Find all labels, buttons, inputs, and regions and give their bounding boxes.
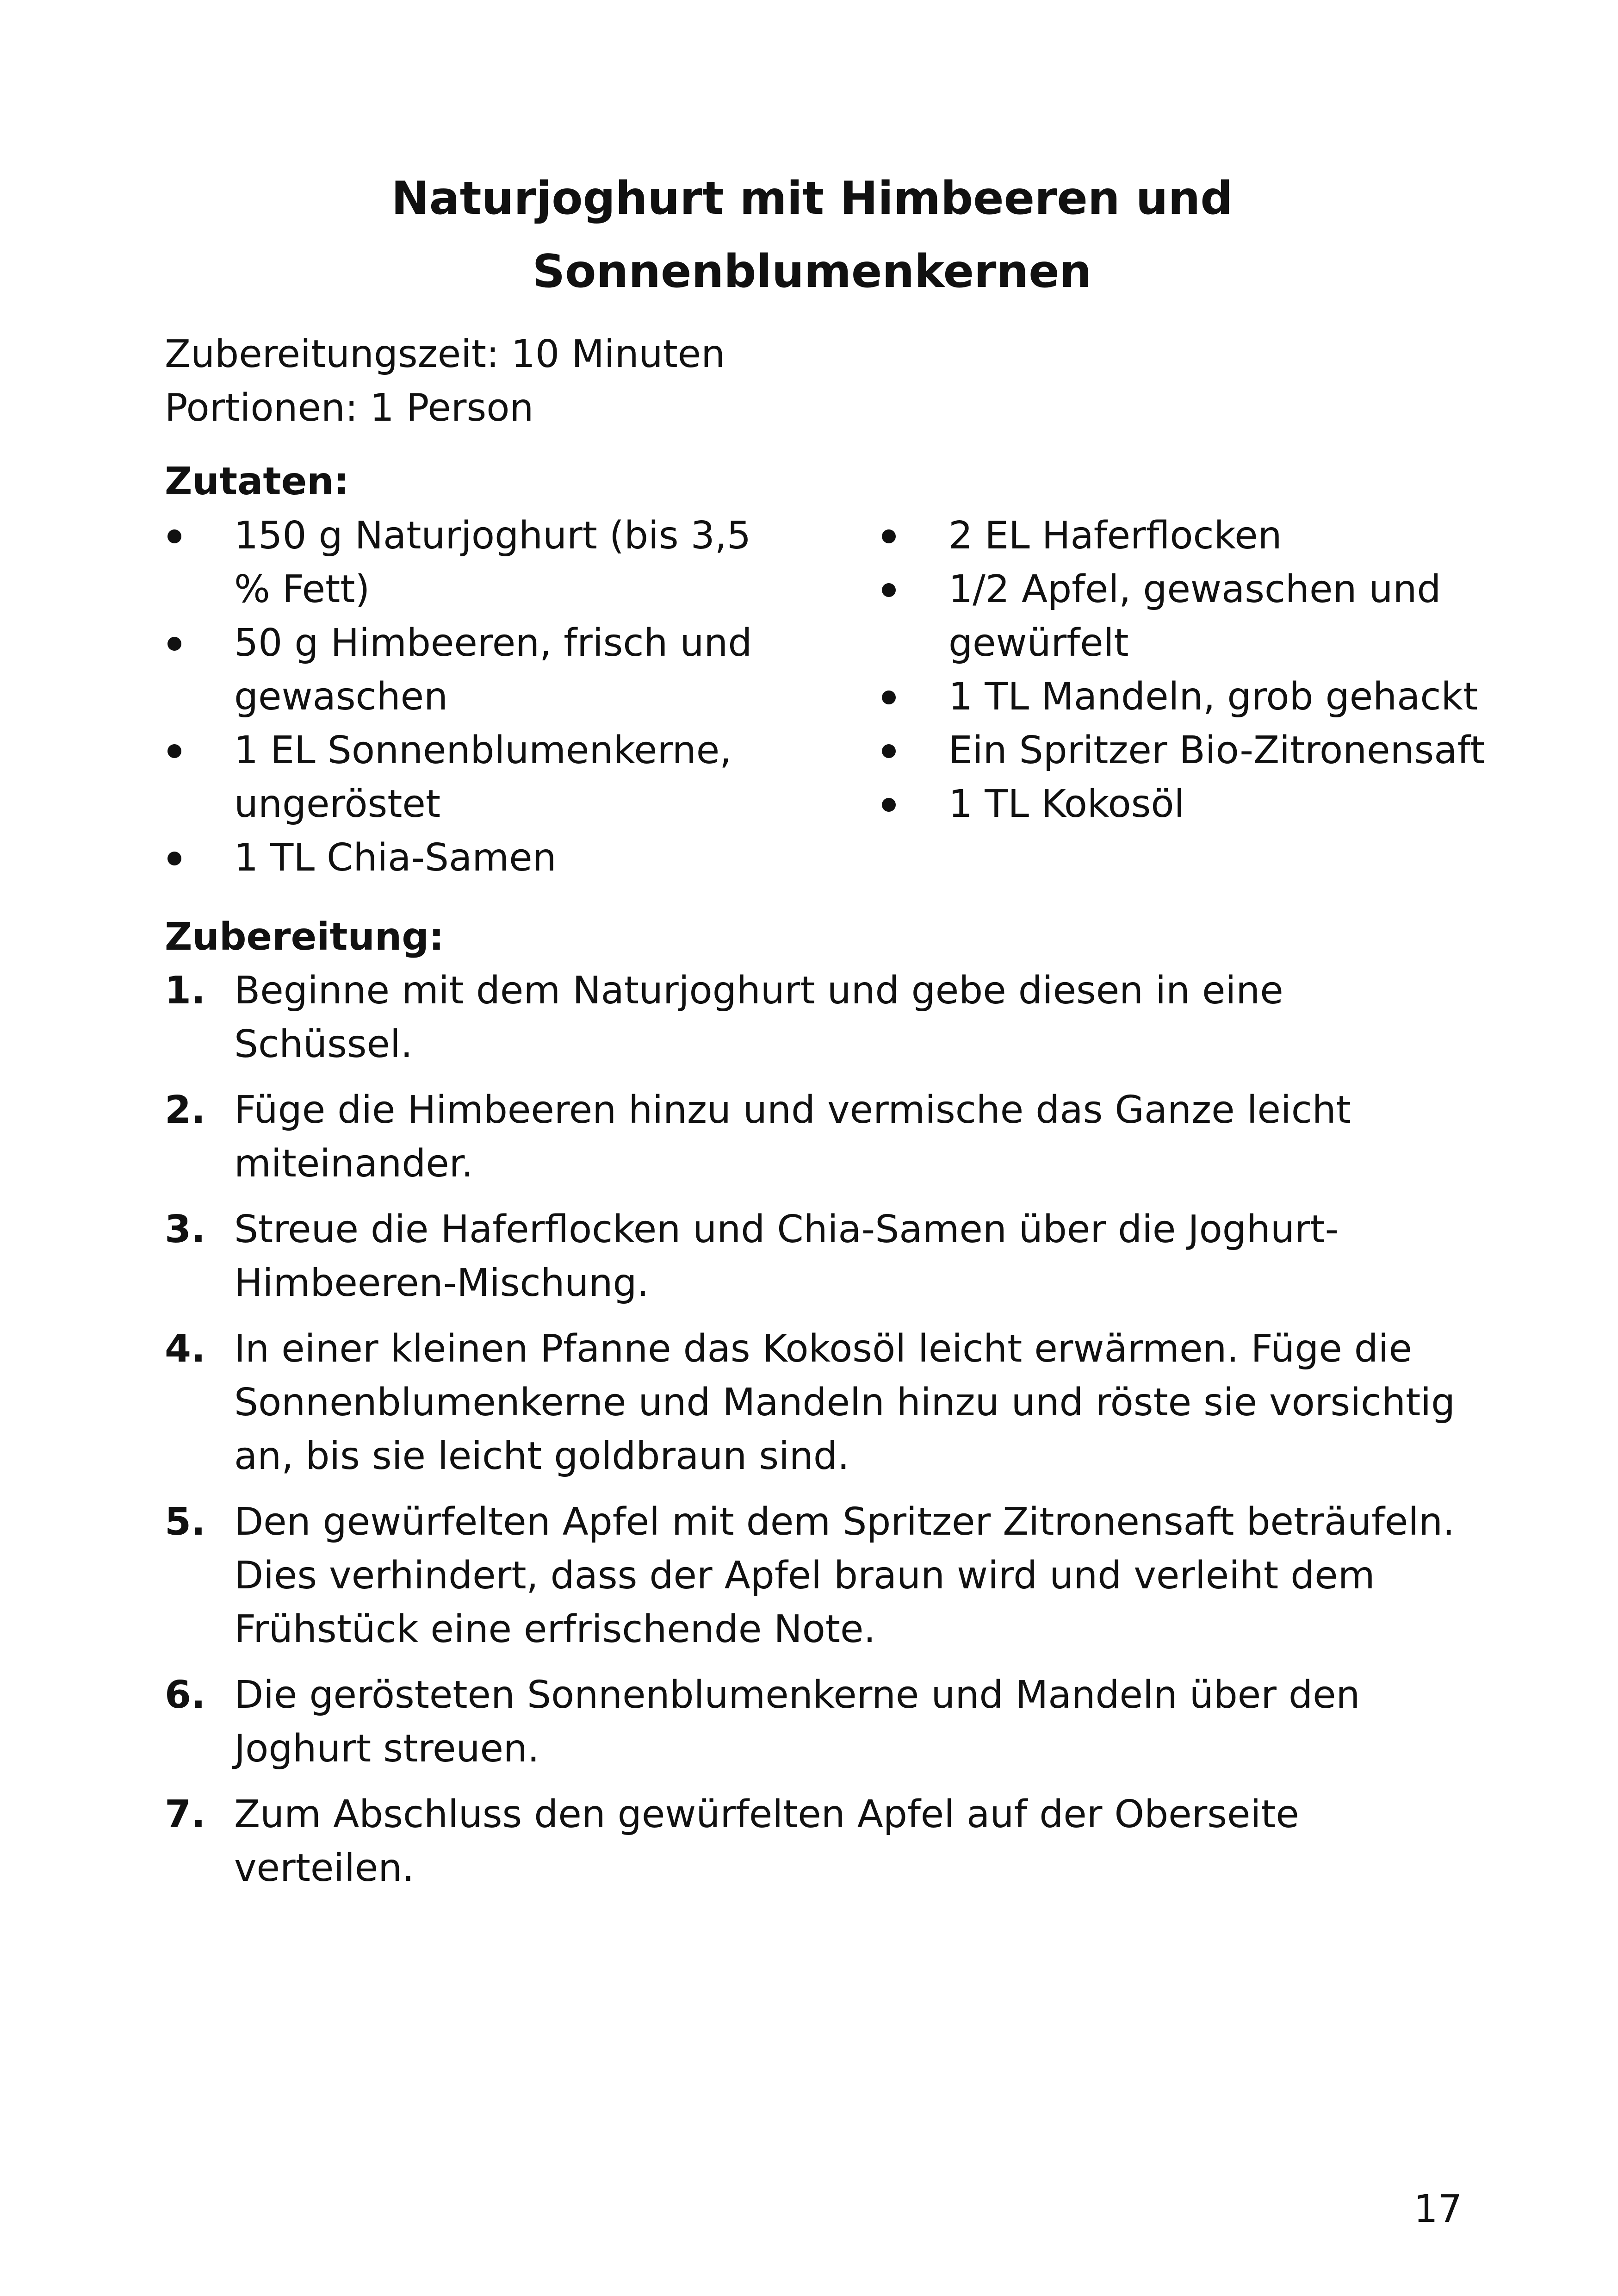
ingredients-heading: Zutaten:	[165, 460, 349, 504]
step-number: 6.	[165, 1673, 206, 1717]
step-number: 2.	[165, 1088, 206, 1132]
step-item	[165, 1203, 1460, 1310]
recipe-title-line-1: Naturjoghurt mit Himbeeren und	[391, 172, 1233, 225]
step-text: In einer kleinen Pfanne das Kokosöl leicht erwärmen. Füge die Sonnenblumenkerne und Mandeln hinzu und röste sie vorsichtig an, bis sie leicht goldbraun sind.	[234, 1327, 1456, 1478]
bullet-icon	[882, 691, 896, 704]
step-text: Den gewürfelten Apfel mit dem Spritzer Zitronensaft beträufeln. Dies verhindert, dass der Apfel braun wird und verleiht dem Frühstück eine erfrischende Note.	[234, 1500, 1455, 1651]
step-text: Die gerösteten Sonnenblumenkerne und Mandeln über den Joghurt streuen.	[234, 1673, 1360, 1771]
ingredient-text: 50 g Himbeeren, frisch und gewaschen	[234, 621, 752, 719]
step-item	[165, 1668, 1460, 1776]
ingredient-text: Ein Spritzer Bio-Zitronensaft	[948, 728, 1485, 772]
bullet-icon	[882, 583, 896, 597]
ingredient-item	[165, 724, 766, 831]
prep-time: Zubereitungszeit: 10 Minuten	[165, 332, 725, 376]
bullet-icon	[882, 529, 896, 543]
step-text: Streue die Haferflocken und Chia-Samen über die Joghurt-Himbeeren-Mischung.	[234, 1207, 1339, 1305]
step-item	[165, 1788, 1460, 1895]
ingredient-text: 2 EL Haferflocken	[948, 514, 1282, 558]
servings: Portionen: 1 Person	[165, 386, 534, 430]
recipe-title	[324, 162, 1300, 308]
ingredient-text: 1 TL Chia-Samen	[234, 836, 557, 880]
step-item	[165, 1322, 1460, 1483]
step-number: 1.	[165, 969, 206, 1013]
bullet-icon	[882, 798, 896, 812]
ingredients-list-left	[165, 509, 766, 885]
step-text: Beginne mit dem Naturjoghurt und gebe diesen in eine Schüssel.	[234, 969, 1283, 1066]
bullet-icon	[167, 637, 181, 651]
step-text: Zum Abschluss den gewürfelten Apfel auf der Oberseite verteilen.	[234, 1792, 1299, 1890]
steps-heading: Zubereitung:	[165, 915, 444, 959]
ingredient-text: 150 g Naturjoghurt (bis 3,5 % Fett)	[234, 514, 751, 611]
ingredient-text: 1 TL Mandeln, grob gehackt	[948, 675, 1478, 719]
step-number: 3.	[165, 1207, 206, 1251]
bullet-icon	[167, 529, 181, 543]
ingredient-text: 1/2 Apfel, gewaschen und gewürfelt	[948, 567, 1441, 665]
step-item	[165, 964, 1460, 1071]
step-item	[165, 1083, 1460, 1191]
ingredient-item	[165, 509, 766, 616]
steps-list	[165, 964, 1460, 1907]
step-text: Füge die Himbeeren hinzu und vermische das Ganze leicht miteinander.	[234, 1088, 1351, 1186]
ingredient-text: 1 EL Sonnenblumenkerne, ungeröstet	[234, 728, 732, 826]
ingredient-item	[879, 563, 1527, 670]
ingredient-item	[879, 509, 1527, 563]
bullet-icon	[167, 744, 181, 758]
ingredient-item	[879, 778, 1527, 831]
ingredient-text: 1 TL Kokosöl	[948, 782, 1185, 826]
bullet-icon	[167, 852, 181, 865]
step-number: 4.	[165, 1327, 206, 1371]
bullet-icon	[882, 744, 896, 758]
recipe-meta	[165, 328, 725, 435]
page-number: 17	[1413, 2187, 1462, 2231]
ingredient-item	[879, 724, 1527, 778]
step-item	[165, 1495, 1460, 1656]
ingredient-item	[165, 831, 766, 885]
step-number: 5.	[165, 1500, 206, 1544]
ingredient-item	[165, 616, 766, 724]
ingredients-list-right	[879, 509, 1527, 831]
ingredient-item	[879, 670, 1527, 724]
step-number: 7.	[165, 1792, 206, 1836]
recipe-title-line-2: Sonnenblumenkernen	[532, 245, 1092, 298]
